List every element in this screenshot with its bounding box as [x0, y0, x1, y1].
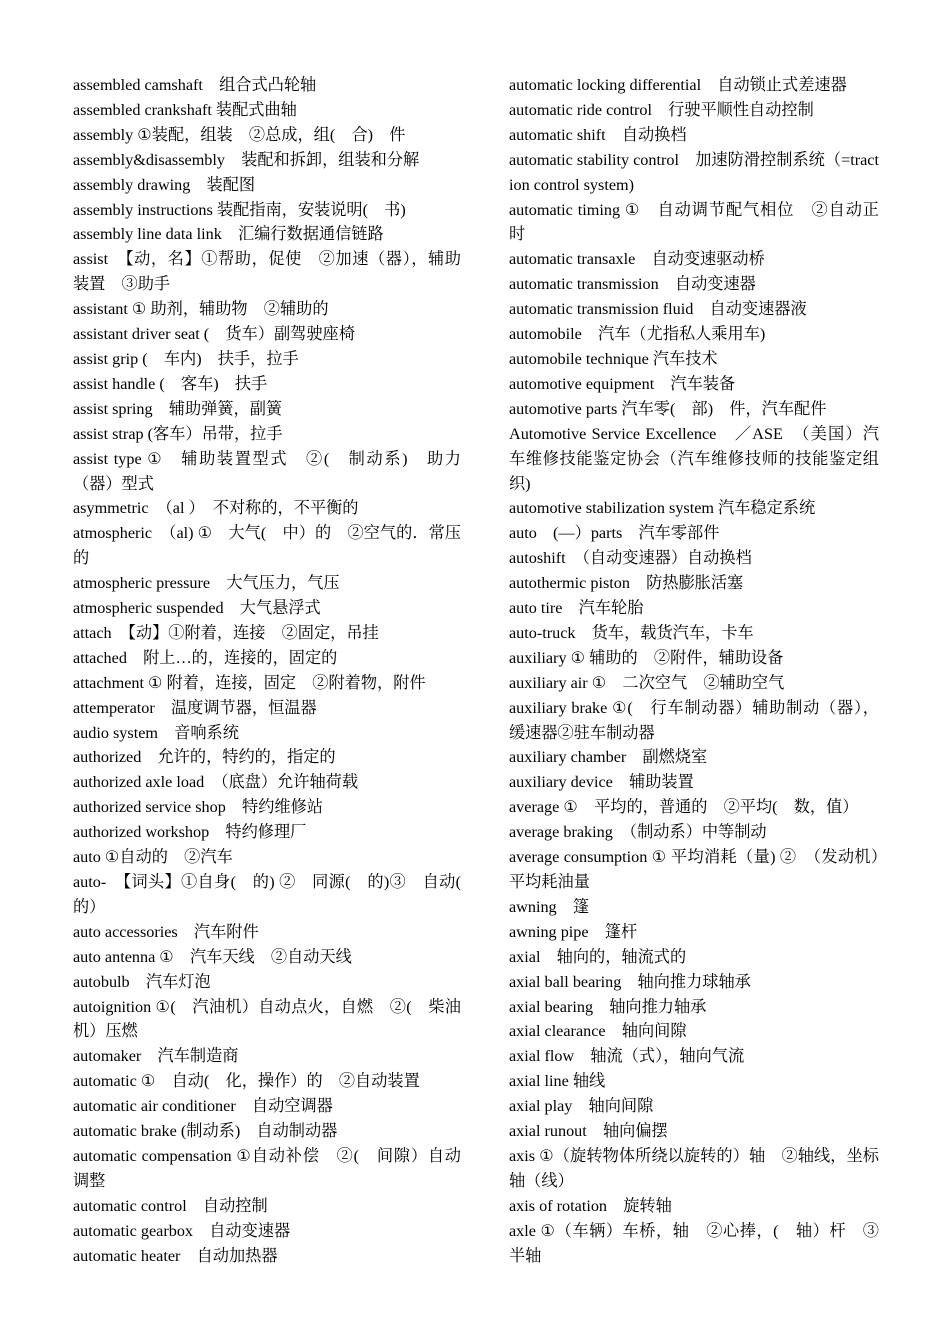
glossary-entry: automotive parts 汽车零( 部) 件，汽车配件 — [509, 399, 827, 418]
left-column — [73, 73, 478, 1269]
glossary-entry: attached 附上…的，连接的，固定的 — [73, 648, 338, 667]
glossary-entry: authorized 允许的，特约的，指定的 — [73, 748, 336, 767]
glossary-entry: automatic transmission 自动变速器 — [509, 275, 756, 294]
glossary-entry: awning pipe 篷杆 — [509, 922, 638, 941]
glossary-entry: automatic transaxle 自动变速驱动桥 — [509, 250, 765, 269]
glossary-entry: auto-truck 货车，载货汽车，卡车 — [509, 623, 754, 642]
right-column — [509, 73, 879, 1269]
glossary-entry: assembly instructions 装配指南，安装说明( 书) — [73, 200, 406, 219]
glossary-entry: authorized axle load （底盘）允许轴荷载 — [73, 773, 359, 792]
glossary-entry: autoignition ①( 汽油机）自动点火，自燃 ②( 柴油机）压燃 — [73, 997, 461, 1041]
glossary-entry: axial 轴向的，轴流式的 — [509, 947, 687, 966]
glossary-entry: attachment ① 附着，连接，固定 ②附着物，附件 — [73, 673, 426, 692]
glossary-entry: automatic heater 自动加热器 — [73, 1246, 278, 1265]
glossary-entry: auxiliary ① 辅助的 ②附件，辅助设备 — [509, 648, 784, 667]
glossary-entry: assist 【动，名】①帮助，促使 ②加速（器），辅助装置 ③助手 — [73, 250, 461, 294]
glossary-entry: assembly&disassembly 装配和拆卸，组装和分解 — [73, 150, 420, 169]
glossary-entry: audio system 音响系统 — [73, 723, 239, 742]
glossary-entry: automatic ride control 行驶平顺性自动控制 — [509, 100, 814, 119]
glossary-entry: awning 篷 — [509, 897, 590, 916]
glossary-entry: auxiliary brake ①( 行车制动器）辅助制动（器），缓速器②驻车制动器 — [509, 698, 879, 742]
glossary-entry: assistant ① 助剂，辅助物 ②辅助的 — [73, 300, 329, 319]
glossary-entry: auxiliary device 辅助装置 — [509, 773, 694, 792]
glossary-entry: automatic locking differential 自动锁止式差速器 — [509, 76, 847, 94]
glossary-entry: autoshift （自动变速器）自动换档 — [509, 549, 752, 568]
glossary-entry: automobile 汽车（尤指私人乘用车) — [509, 325, 766, 344]
glossary-entry: autobulb 汽车灯泡 — [73, 972, 211, 991]
glossary-entry: average braking （制动系）中等制动 — [509, 823, 767, 842]
glossary-entry: assembly drawing 装配图 — [73, 175, 256, 194]
glossary-entry: automatic brake (制动系) 自动制动器 — [73, 1122, 338, 1141]
glossary-entry: assembly line data link 汇编行数据通信链路 — [73, 225, 384, 244]
glossary-entry: automatic control 自动控制 — [73, 1196, 268, 1215]
glossary-entry: attemperator 温度调节器，恒温器 — [73, 698, 317, 717]
glossary-entry: auto accessories 汽车附件 — [73, 922, 259, 941]
glossary-entry: auto tire 汽车轮胎 — [509, 599, 644, 618]
glossary-entry: auto ①自动的 ②汽车 — [73, 848, 233, 867]
glossary-entry: automaker 汽车制造商 — [73, 1047, 239, 1066]
glossary-entry: auto antenna ① 汽车天线 ②自动天线 — [73, 947, 352, 966]
glossary-entry: axis of rotation 旋转轴 — [509, 1196, 672, 1215]
glossary-entry: average ① 平均的，普通的 ②平均( 数，值） — [509, 798, 859, 817]
glossary-entry: Automotive Service Excellence ／ASE （美国）汽车维修技能鉴定协会（汽车维修技师的技能鉴定组织) — [509, 424, 879, 493]
glossary-entry: auto (—）parts 汽车零部件 — [509, 524, 720, 543]
glossary-entry: automotive stabilization system 汽车稳定系统 — [509, 499, 816, 518]
glossary-entry: axle ①（车辆）车桥，轴 ②心捧，( 轴）杆 ③半轴 — [509, 1221, 879, 1265]
glossary-entry: authorized service shop 特约维修站 — [73, 798, 323, 817]
glossary-entry: automatic ① 自动( 化，操作）的 ②自动装置 — [73, 1072, 420, 1091]
glossary-entry: auxiliary air ① 二次空气 ②辅助空气 — [509, 673, 785, 692]
glossary-entry: asymmetric （al ） 不对称的，不平衡的 — [73, 499, 359, 518]
glossary-entry: axial flow 轴流（式），轴向气流 — [509, 1047, 745, 1066]
glossary-entry: auxiliary chamber 副燃烧室 — [509, 748, 708, 767]
glossary-entry: assist handle ( 客车) 扶手 — [73, 374, 268, 393]
glossary-entry: assist strap (客车）吊带，拉手 — [73, 424, 283, 443]
glossary-entry: automotive equipment 汽车装备 — [509, 374, 736, 393]
glossary-entry: attach 【动】①附着，连接 ②固定，吊挂 — [73, 623, 379, 642]
glossary-entry: assembled crankshaft 装配式曲轴 — [73, 100, 297, 119]
glossary-entry: automatic transmission fluid 自动变速器液 — [509, 300, 807, 319]
glossary-entry: automatic air conditioner 自动空调器 — [73, 1097, 333, 1116]
glossary-entry: axial bearing 轴向推力轴承 — [509, 997, 707, 1016]
glossary-entry: axis ①（旋转物体所绕以旋转的）轴 ②轴线，坐标轴（线） — [509, 1146, 879, 1190]
glossary-entry: axial play 轴向间隙 — [509, 1097, 654, 1116]
glossary-entry: assist spring 辅助弹簧，副簧 — [73, 399, 283, 418]
glossary-entry: assembled camshaft 组合式凸轮轴 — [73, 76, 317, 94]
glossary-entry: automatic gearbox 自动变速器 — [73, 1221, 291, 1240]
glossary-entry: atmospheric suspended 大气悬浮式 — [73, 599, 321, 618]
glossary-entry: axial line 轴线 — [509, 1072, 606, 1091]
glossary-entry: assist type ① 辅助装置型式 ②( 制动系) 助力（器）型式 — [73, 449, 461, 493]
glossary-entry: axial ball bearing 轴向推力球轴承 — [509, 972, 751, 991]
glossary-entry: axial clearance 轴向间隙 — [509, 1022, 687, 1041]
glossary-entry: automatic stability control 加速防滑控制系统（=traction control system) — [509, 150, 879, 194]
glossary-entry: axial runout 轴向偏摆 — [509, 1122, 668, 1141]
glossary-entry: assistant driver seat ( 货车）副驾驶座椅 — [73, 325, 355, 344]
glossary-entry: automatic timing ① 自动调节配气相位 ②自动正时 — [509, 200, 879, 244]
glossary-entry: atmospheric pressure 大气压力，气压 — [73, 574, 340, 593]
glossary-entry: auto- 【词头】①自身( 的) ② 同源( 的)③ 自动( 的） — [73, 873, 478, 916]
glossary-entry: assist grip ( 车内) 扶手，拉手 — [73, 349, 299, 368]
glossary-entry: automobile technique 汽车技术 — [509, 349, 718, 368]
glossary-entry: automatic shift 自动换档 — [509, 125, 687, 144]
glossary-entry: average consumption ① 平均消耗（量) ② （发动机）平均耗油量 — [509, 848, 879, 891]
glossary-entry: authorized workshop 特约修理厂 — [73, 823, 307, 842]
glossary-entry: atmospheric （al) ① 大气( 中）的 ②空气的．常压的 — [73, 524, 461, 568]
glossary-entry: assembly ①装配，组装 ②总成，组( 合) 件 — [73, 125, 406, 144]
glossary-entry: autothermic piston 防热膨胀活塞 — [509, 574, 744, 593]
glossary-entry: automatic compensation ①自动补偿 ②( 间隙）自动调整 — [73, 1146, 461, 1190]
